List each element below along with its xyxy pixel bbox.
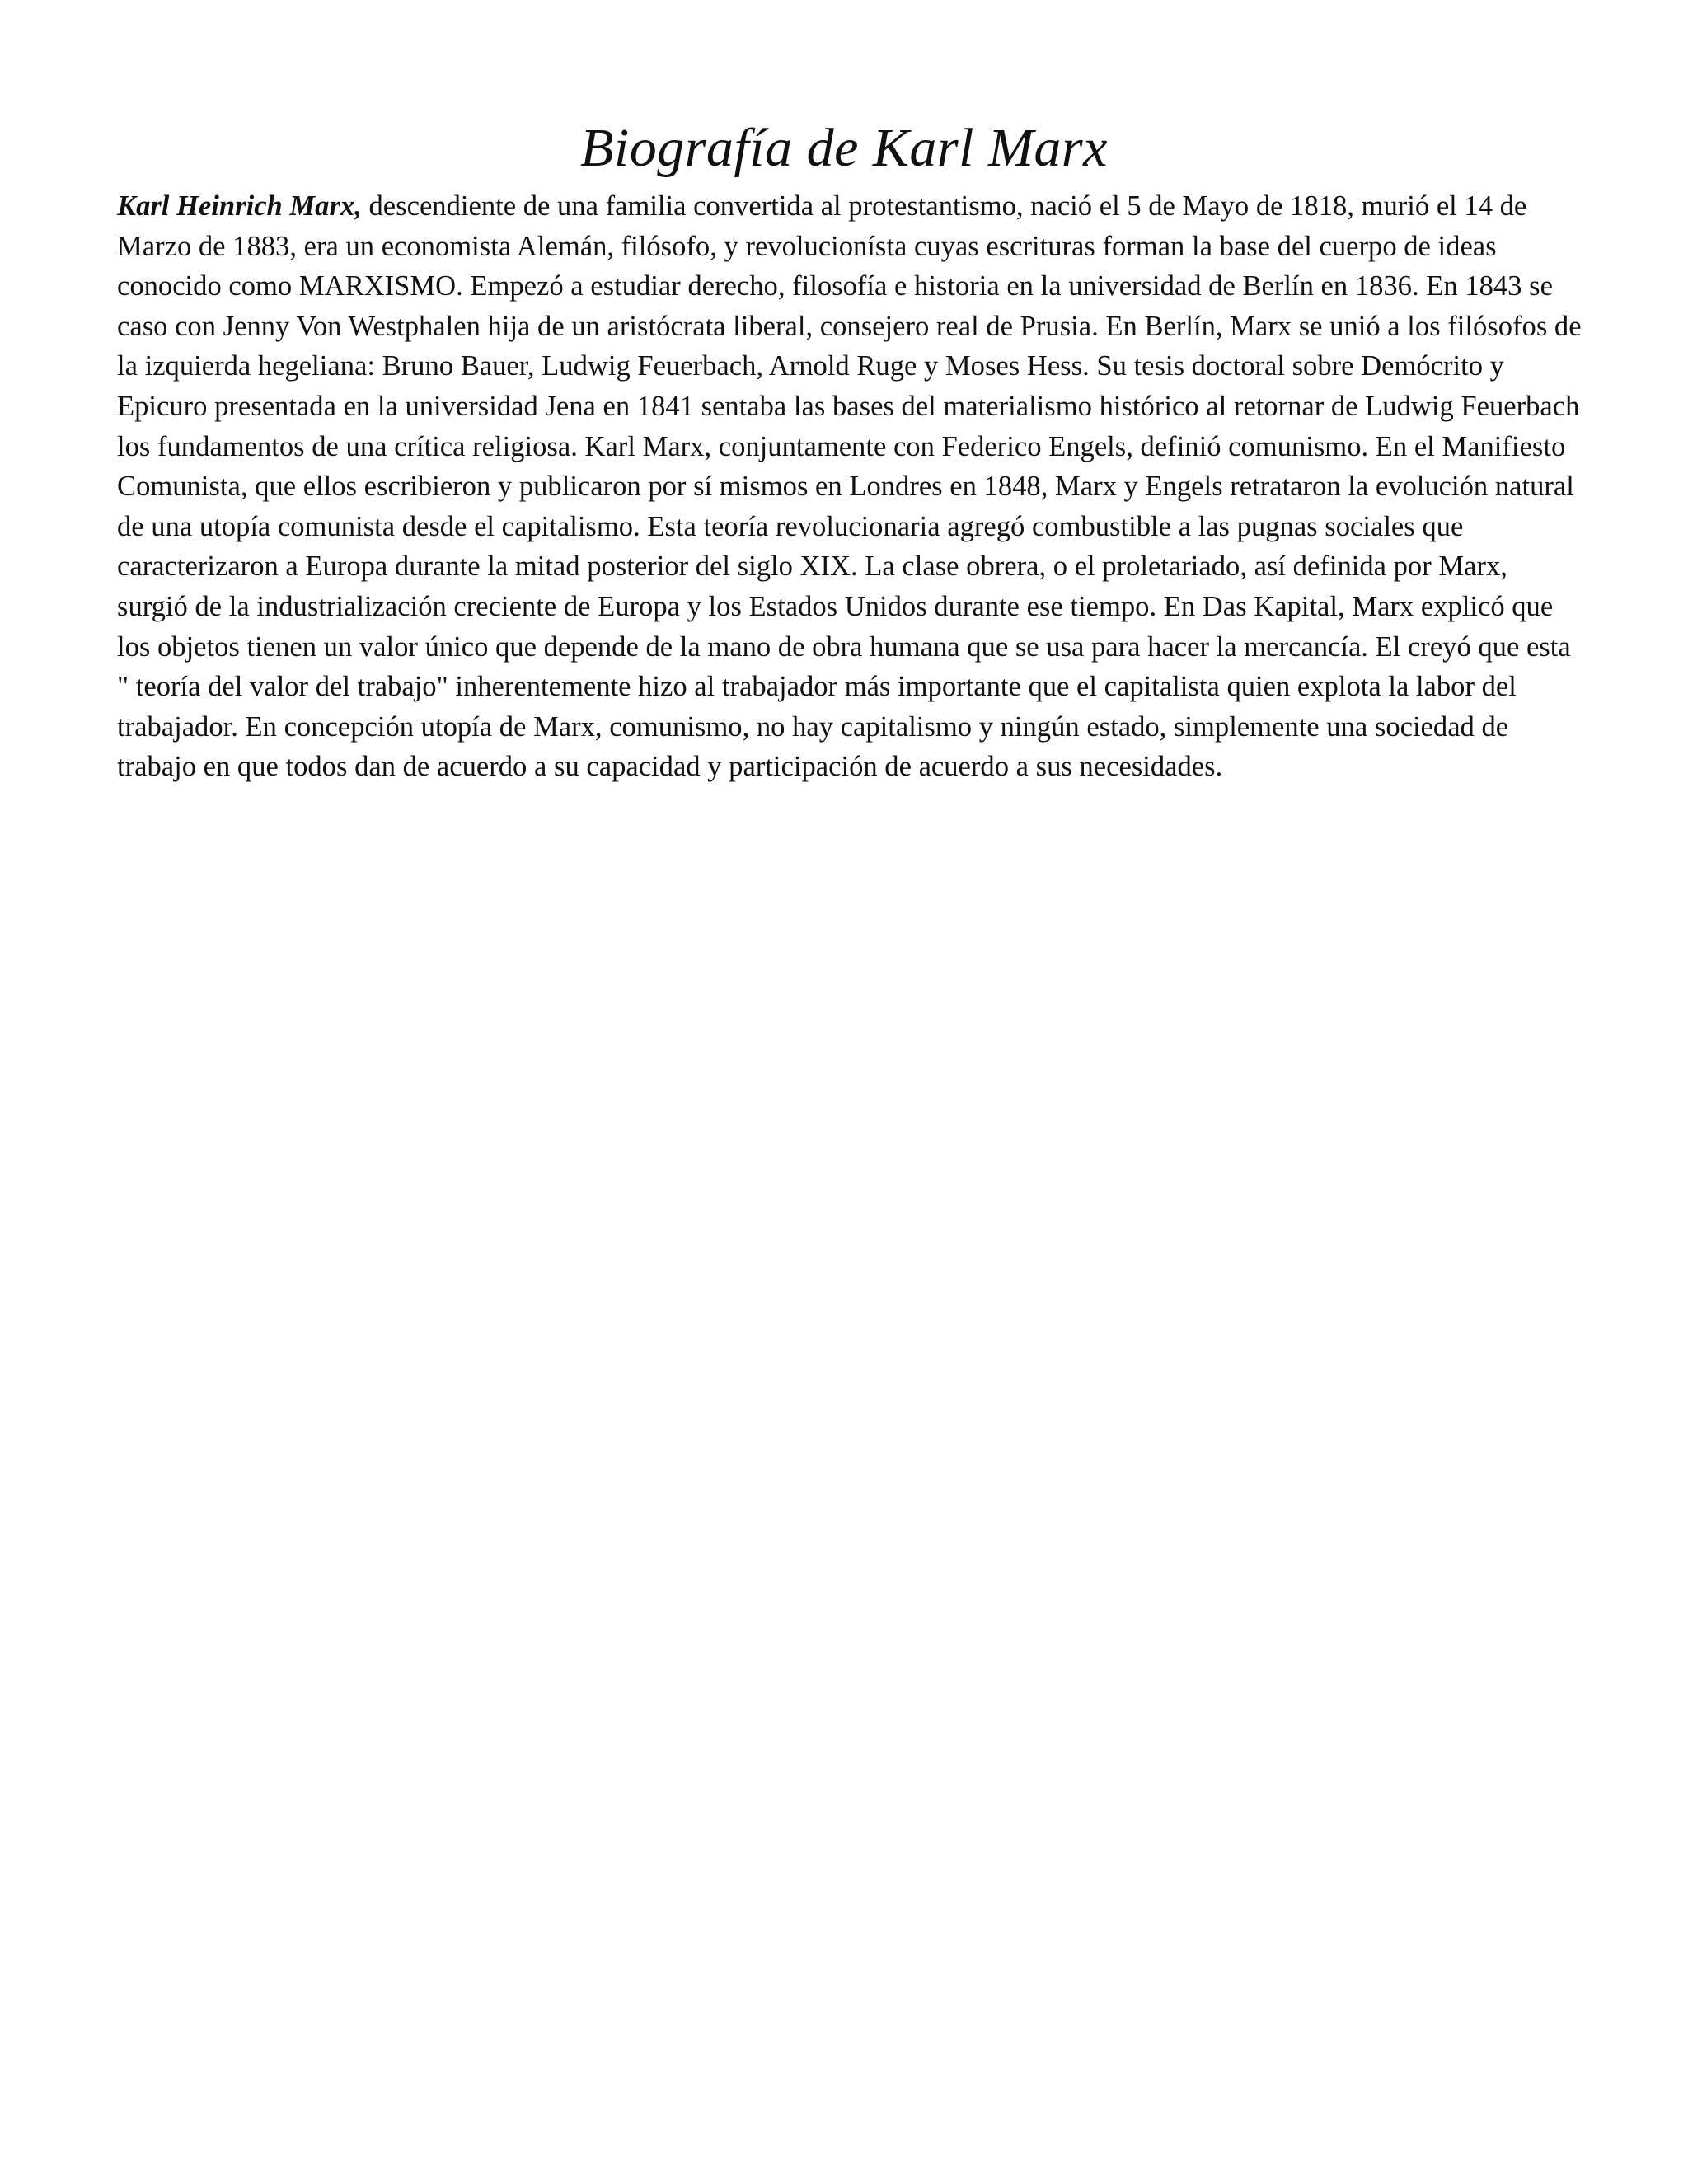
paragraph-body: descendiente de una familia convertida al protestantismo, nació el 5 de Mayo de 1818, murió el 14 de Marzo de 1883, era un economista Alemán, filósofo, y revolucionísta cuyas escrituras forman la base del cuerpo de ideas conocido como MARXISMO. Empezó a estudiar derecho, filosofía e historia en la universidad de Berlín en 1836. En 1843 se caso con Jenny Von Westphalen hija de un aristócrata liberal, consejero real de Prusia. En Berlín, Marx se unió a los filósofos de la izquierda hegeliana: Bruno Bauer, Ludwig Feuerbach, Arnold Ruge y Moses Hess. Su tesis doctoral sobre Demócrito y Epicuro presentada en la universidad Jena en 1841 sentaba las bases del materialismo histórico al retornar de Ludwig Feuerbach los fundamentos de una crítica religiosa. Karl Marx, conjuntamente con Federico Engels, definió comunismo. En el Manifiesto Comunista, que ellos escribieron y publicaron por sí mismos en Londres en 1848, Marx y Engels retrataron la evolución natural de una utopía comunista desde el capitalismo. Esta teoría revolucionaria agregó combustible a las pugnas sociales que caracterizaron a Europa durante la mitad posterior del siglo XIX. La clase obrera, o el proletariado, así definida por Marx, surgió de la industrialización creciente de Europa y los Estados Unidos durante ese tiempo. En Das Kapital, Marx explicó que los objetos tienen un valor único que depende de la mano de obra humana que se usa para hacer la mercancía. El creyó que esta " teoría del valor del trabajo" inherentemente hizo al trabajador más importante que el capitalista quien explota la labor del trabajador. En concepción utopía de Marx, comunismo, no hay capitalismo y ningún estado, simplemente una sociedad de trabajo en que todos dan de acuerdo a su capacidad y participación de acuerdo a sus necesidades. [117, 190, 1582, 783]
lead-name: Karl Heinrich Marx, [117, 190, 362, 222]
biography-paragraph [117, 186, 1584, 787]
document-title: Biografía de Karl Marx [580, 118, 1108, 178]
